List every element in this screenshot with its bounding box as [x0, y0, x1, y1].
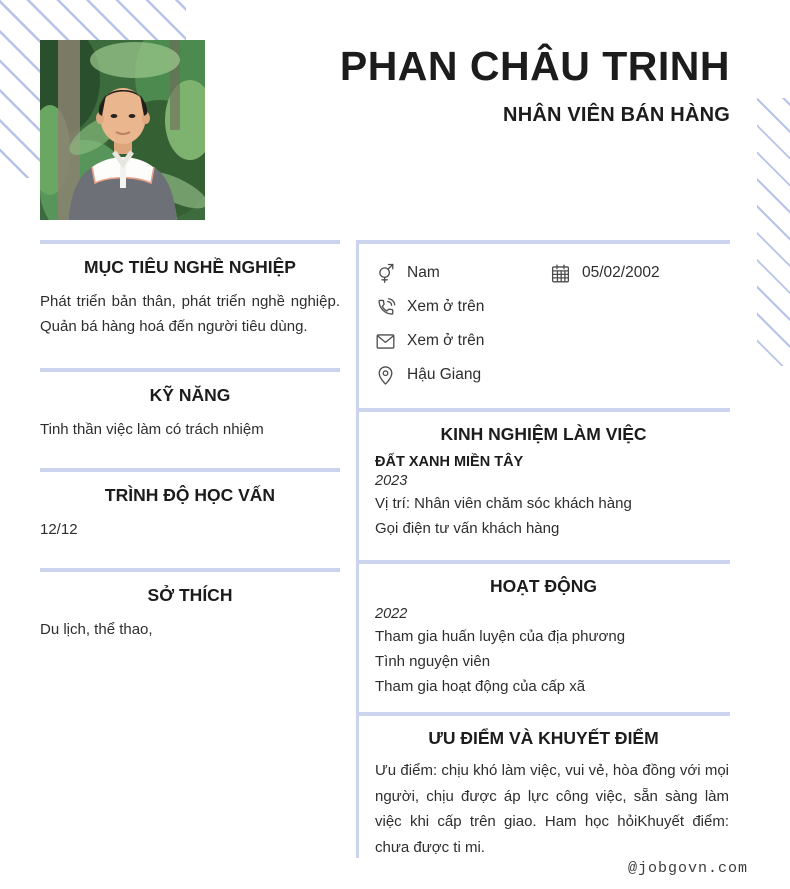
left-column — [40, 240, 340, 678]
section-body: Phát triển bản thân, phát triển nghề nghiệp. Quản bá hàng hoá đến người tiêu dùng. — [40, 293, 340, 335]
activity-line: Tham gia huấn luyện của địa phương — [375, 628, 626, 645]
header — [190, 40, 730, 127]
section-title: KINH NGHIỆM LÀM VIỆC — [440, 424, 647, 444]
address-field — [375, 365, 481, 386]
activity-line: Tình nguyện viên — [375, 653, 491, 670]
birthday-field — [550, 263, 660, 284]
activities-year: 2022 — [375, 606, 408, 622]
profile-photo — [40, 40, 205, 220]
personal-info — [357, 240, 730, 408]
location-icon — [375, 365, 396, 386]
person-name: PHAN CHÂU TRINH — [339, 43, 730, 89]
info-row-phone — [375, 290, 730, 324]
info-row-address — [375, 358, 730, 392]
job-title: NHÂN VIÊN BÁN HÀNG — [503, 104, 730, 126]
gender-icon — [375, 263, 396, 284]
experience-content — [357, 454, 730, 549]
email-field — [375, 331, 484, 352]
gender-value: Nam — [407, 264, 440, 281]
watermark: @jobgovn.com — [627, 860, 748, 877]
phone-field — [375, 297, 484, 318]
section-title: SỞ THÍCH — [147, 585, 233, 605]
pros-cons-body: Ưu điểm: chịu khó làm việc, vui vẻ, hòa đồng với mọi người, chịu được áp lực công việc, sẵn sàng làm việc khi cấp trên giao. Ham học hỏiKhuyết điểm: chưa được ti mi. — [375, 762, 729, 856]
section-skills — [40, 368, 340, 468]
section-title: MỤC TIÊU NGHỀ NGHIỆP — [84, 257, 296, 277]
activity-line: Tham gia hoạt động của cấp xã — [375, 678, 586, 695]
experience-line: Gọi điện tư vấn khách hàng — [375, 520, 560, 537]
phone-icon — [375, 297, 396, 318]
company-name: ĐẤT XANH MIỀN TÂY — [375, 454, 524, 470]
section-pros-cons — [357, 712, 730, 858]
email-icon — [375, 331, 396, 352]
section-hobbies — [40, 568, 340, 678]
section-title: TRÌNH ĐỘ HỌC VẤN — [104, 485, 276, 505]
info-row-email — [375, 324, 730, 358]
calendar-icon — [550, 263, 571, 284]
address-value: Hậu Giang — [407, 366, 482, 383]
pros-cons-content — [357, 758, 730, 868]
section-body: Du lịch, thể thao, — [40, 621, 153, 638]
section-education — [40, 468, 340, 568]
section-body: Tinh thần việc làm có trách nhiệm — [40, 421, 264, 438]
section-career-objective — [40, 240, 340, 368]
info-row-gender-birthday — [375, 256, 730, 290]
section-body: 12/12 — [40, 521, 78, 538]
phone-value: Xem ở trên — [407, 298, 485, 315]
activities-content — [357, 606, 730, 707]
section-title: HOẠT ĐỘNG — [490, 576, 597, 596]
experience-year: 2023 — [375, 473, 408, 489]
decorative-stripes-right — [757, 98, 790, 366]
section-title: KỸ NĂNG — [149, 385, 231, 405]
birthday-value: 05/02/2002 — [582, 264, 660, 281]
section-title: ƯU ĐIỂM VÀ KHUYẾT ĐIỂM — [428, 728, 659, 748]
profile-photo-illustration — [40, 40, 205, 220]
gender-field — [375, 263, 550, 284]
experience-line: Vị trí: Nhân viên chăm sóc khách hàng — [375, 495, 632, 512]
email-value: Xem ở trên — [407, 332, 485, 349]
section-experience — [357, 408, 730, 560]
right-column — [357, 240, 730, 858]
section-activities — [357, 560, 730, 712]
